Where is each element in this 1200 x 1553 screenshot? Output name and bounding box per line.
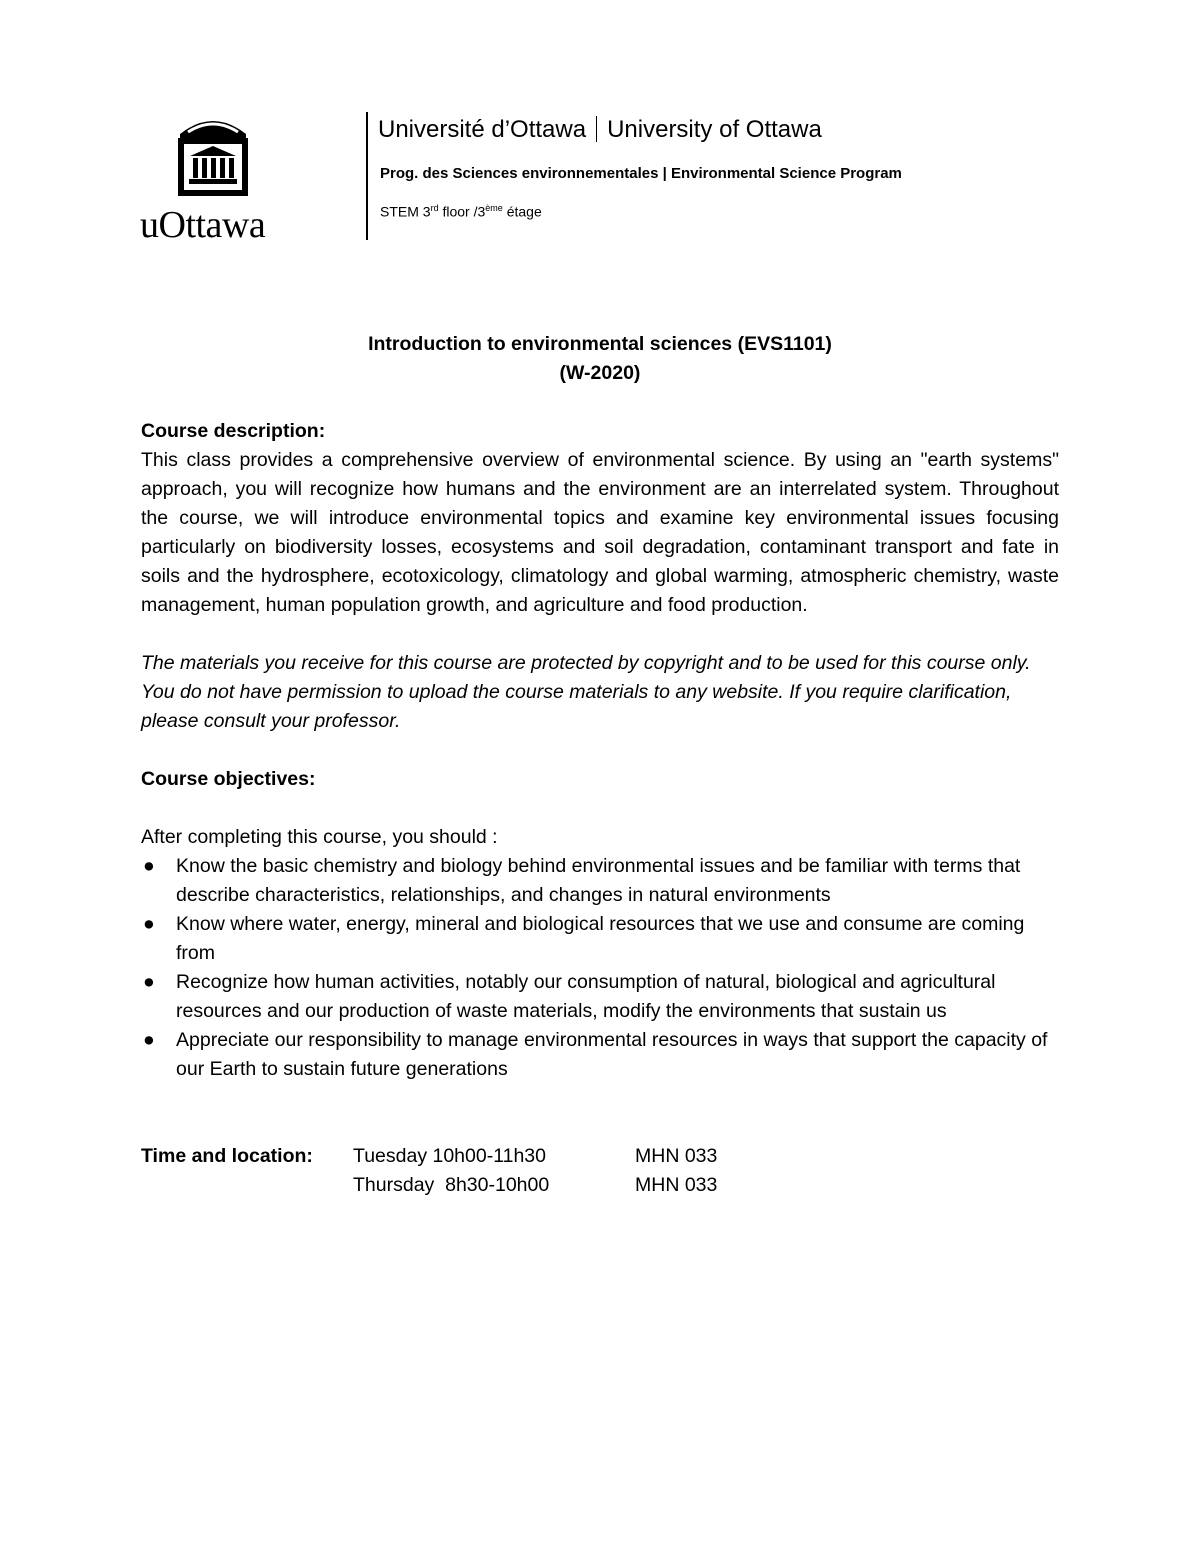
bullet-icon: ● [143, 855, 155, 877]
schedule-room: MHN 033 [635, 1145, 718, 1167]
logo-wordmark: uOttawa [140, 204, 266, 246]
objectives-list [141, 852, 1059, 1084]
program-name: Prog. des Sciences environnementales | Environmental Science Program [380, 165, 902, 182]
bullet-icon: ● [143, 971, 155, 993]
name-separator [596, 116, 597, 142]
schedule-room: MHN 033 [635, 1174, 718, 1196]
objectives-heading: Course objectives: [141, 768, 316, 790]
schedule-table [141, 1142, 1059, 1200]
description-text: This class provides a comprehensive overview of environmental science. By using an "earth systems" approach, you will recognize how humans and the environment are an interrelated system. Throughout the course, we will introduce environmental topics and examine key environmental issues focusing particularly on biodiversity losses, ecosystems and soil degradation, contaminant transport and fate in soils and the hydrosphere, ecotoxicology, climatology and global warming, atmospheric chemistry, waste management, human population growth, and agriculture and food production. [141, 449, 1059, 616]
course-term: (W-2020) [559, 362, 641, 384]
university-name-fr: Université d’Ottawa [378, 116, 587, 143]
university-logo [140, 112, 290, 247]
university-name-en: University of Ottawa [607, 116, 822, 143]
bullet-icon: ● [143, 913, 155, 935]
header-divider [366, 112, 368, 240]
list-item: ● Appreciate our responsibility to manage environmental resources in ways that support the capacity of our Earth to sustain future generations [141, 1026, 1059, 1084]
document-body [141, 330, 1059, 1200]
office-location: STEM 3rd floor /3ème étage [380, 203, 542, 220]
description-heading: Course description: [141, 420, 326, 442]
schedule-time: Tuesday 10h00-11h30 [353, 1145, 546, 1167]
list-item: ● Know the basic chemistry and biology behind environmental issues and be familiar with terms that describe characteristics, relationships, and changes in natural environments [141, 852, 1059, 910]
bullet-icon: ● [143, 1029, 155, 1051]
objectives-intro: After completing this course, you should : [141, 826, 498, 848]
course-title: Introduction to environmental sciences (EVS1101) [368, 333, 832, 355]
university-name [378, 113, 822, 147]
list-item: ● Know where water, energy, mineral and biological resources that we use and consume are coming from [141, 910, 1059, 968]
schedule-time: Thursday 8h30-10h00 [353, 1174, 550, 1196]
copyright-notice: The materials you receive for this course are protected by copyright and to be used for this course only. You do not have permission to upload the course materials to any website. If you require clarification, please consult your professor. [141, 652, 1031, 732]
university-building-icon [176, 112, 250, 196]
list-item: ● Recognize how human activities, notably our consumption of natural, biological and agricultural resources and our production of waste materials, modify the environments that sustain us [141, 968, 1059, 1026]
schedule-label: Time and location: [141, 1145, 313, 1167]
